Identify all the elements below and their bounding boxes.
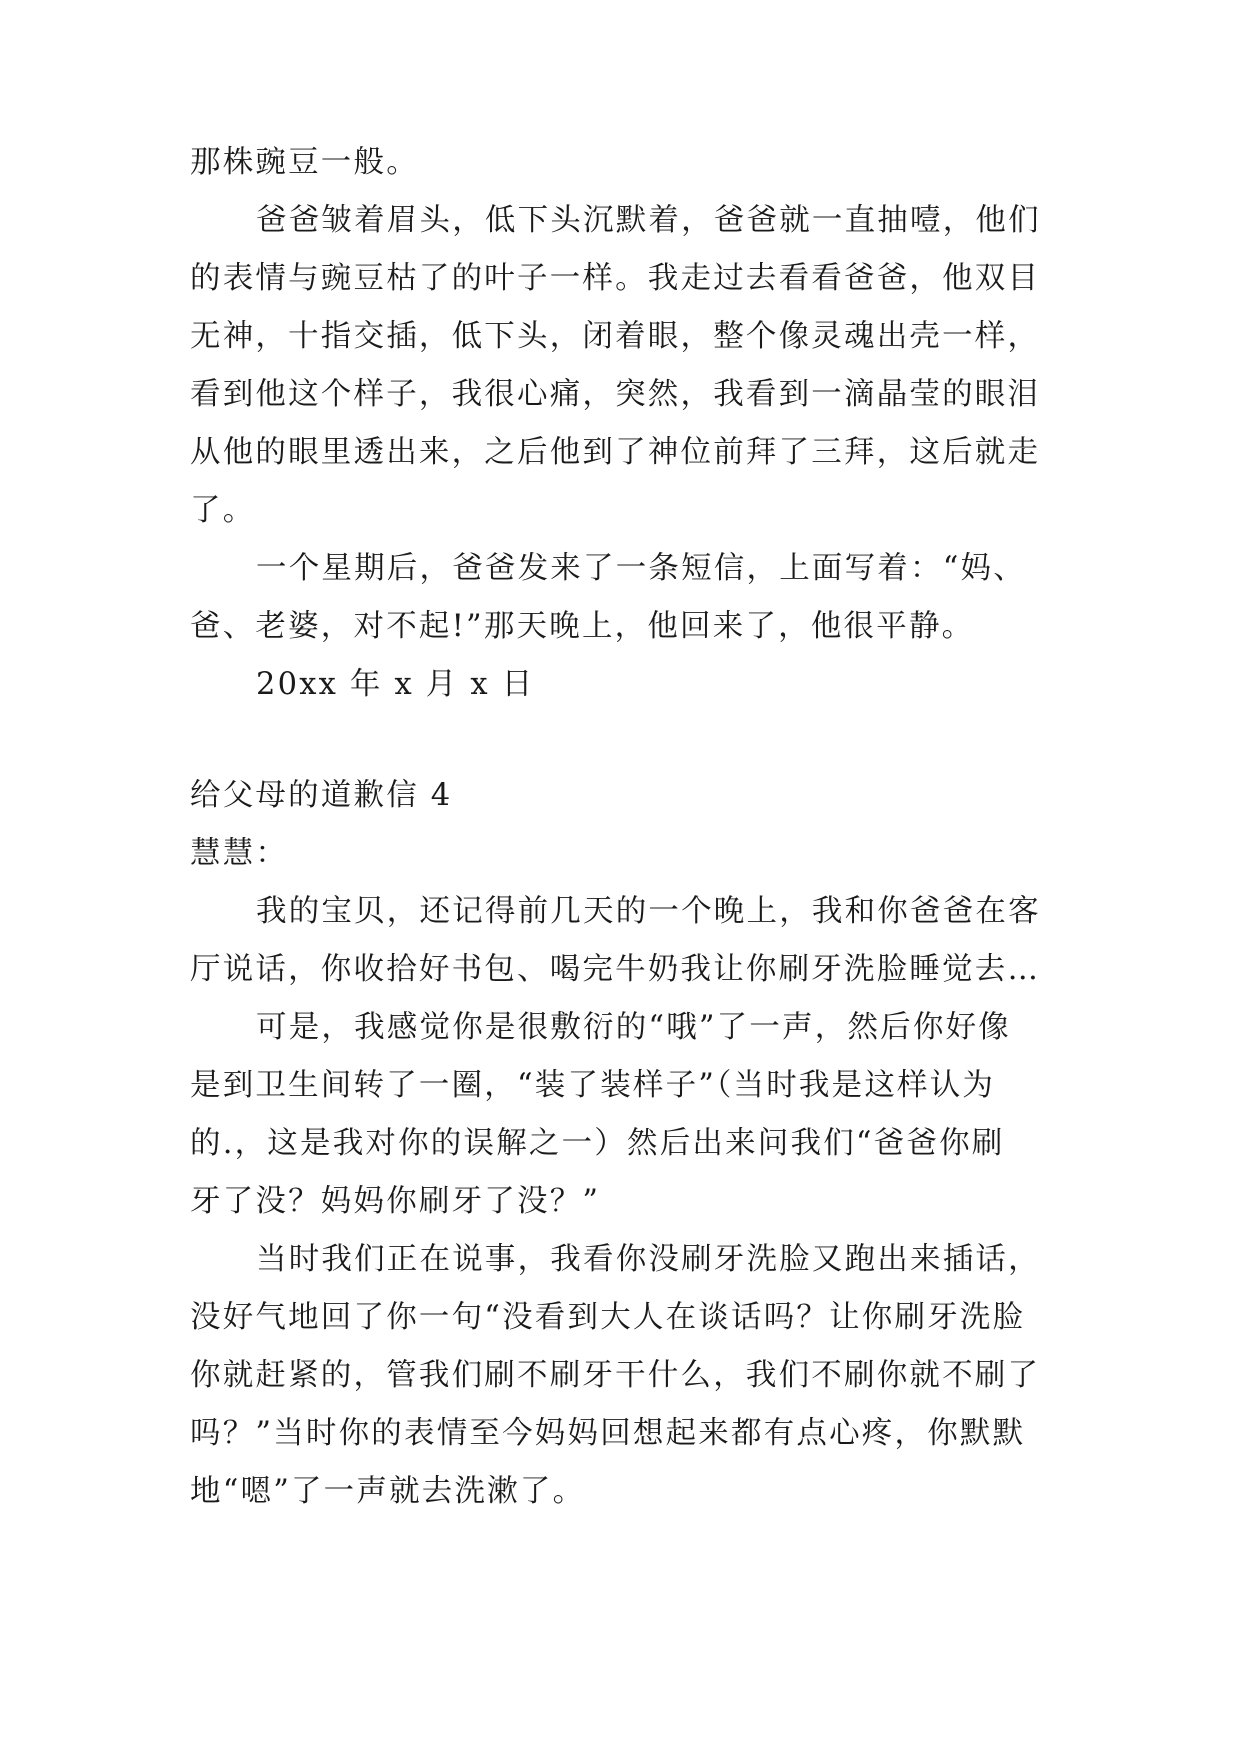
- paragraph-line: 可是，我感觉你是很敷衍的“哦”了一声，然后你好像: [256, 1010, 1011, 1045]
- paragraph-line: 是到卫生间转了一圈，“装了装样子”（当时我是这样认为: [190, 1068, 996, 1103]
- paragraph-line: 厅说话，你收拾好书包、喝完牛奶我让你刷牙洗脸睡觉去…: [190, 952, 1041, 987]
- date-line: 20xx 年 x 月 x 日: [256, 667, 535, 702]
- paragraph-line: 一个星期后，爸爸发来了一条短信，上面写着：“妈、: [256, 551, 1026, 586]
- paragraph-line: 没好气地回了你一句“没看到大人在谈话吗？让你刷牙洗脸: [190, 1300, 1026, 1335]
- paragraph-line: 吗？”当时你的表情至今妈妈回想起来都有点心疼，你默默: [190, 1416, 1026, 1451]
- paragraph-line: 无神，十指交插，低下头，闭着眼，整个像灵魂出壳一样，: [190, 319, 1041, 354]
- paragraph-line: 爸、老婆，对不起!”那天晚上，他回来了，他很平静。: [190, 609, 975, 644]
- paragraph-line: 你就赶紧的，管我们刷不刷牙干什么，我们不刷你就不刷了: [190, 1358, 1041, 1393]
- greeting: 慧慧：: [190, 836, 289, 871]
- paragraph-line: 的表情与豌豆枯了的叶子一样。我走过去看看爸爸，他双目: [190, 261, 1041, 296]
- paragraph-line: 的.，这是我对你的误解之一）然后出来问我们“爸爸你刷: [190, 1126, 1005, 1161]
- paragraph-line: 看到他这个样子，我很心痛，突然，我看到一滴晶莹的眼泪: [190, 377, 1041, 412]
- paragraph-line: 当时我们正在说事，我看你没刷牙洗脸又跑出来插话，: [256, 1242, 1041, 1277]
- paragraph-line: 爸爸皱着眉头，低下头沉默着，爸爸就一直抽噎，他们: [256, 203, 1041, 238]
- paragraph-line: 我的宝贝，还记得前几天的一个晚上，我和你爸爸在客: [256, 894, 1041, 929]
- paragraph-line: 那株豌豆一般。: [190, 145, 419, 180]
- paragraph-line: 了。: [190, 493, 256, 528]
- section-title: 给父母的道歉信 4: [190, 778, 453, 813]
- paragraph-line: 牙了没？妈妈你刷牙了没？”: [190, 1184, 601, 1219]
- paragraph-line: 地“嗯”了一声就去洗漱了。: [190, 1474, 586, 1509]
- paragraph-line: 从他的眼里透出来，之后他到了神位前拜了三拜，这后就走: [190, 435, 1041, 470]
